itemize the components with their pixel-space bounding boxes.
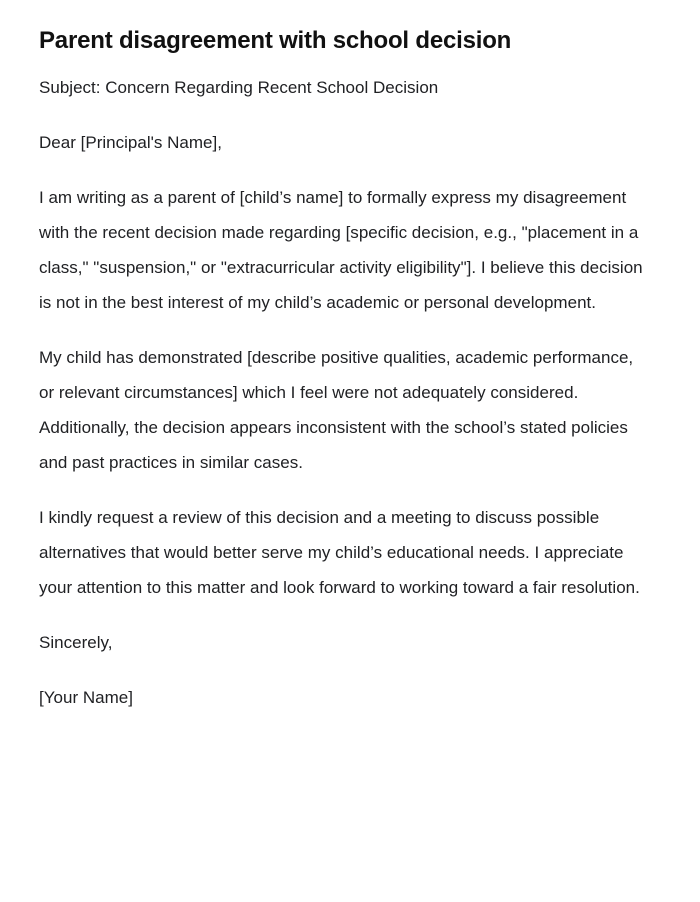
body-paragraph-1: I am writing as a parent of [child’s name] to formally express my disagreement with the recent decision made regarding [specific decision, e.g., "placement in a class," "suspension," or "extracurricular activity eligibility"]. I believe this decision is not in the best interest of my child’s academic or personal development. [39,188,643,312]
signature: [Your Name] [39,688,133,707]
closing: Sincerely, [39,633,113,652]
body-paragraph-2: My child has demonstrated [describe positive qualities, academic performance, or relevant circumstances] which I feel were not adequately considered. Additionally, the decision appears inconsistent with the school’s stated policies and past practices in similar cases. [39,348,634,472]
salutation: Dear [Principal's Name], [39,133,222,152]
page-title: Parent disagreement with school decision [39,27,512,54]
letter-body [39,70,643,715]
letter-article [39,0,643,715]
subject-line: Subject: Concern Regarding Recent School Decision [39,78,439,97]
body-paragraph-3: I kindly request a review of this decision and a meeting to discuss possible alternatives that would better serve my child’s educational needs. I appreciate your attention to this matter and look forward to working toward a fair resolution. [39,508,640,597]
